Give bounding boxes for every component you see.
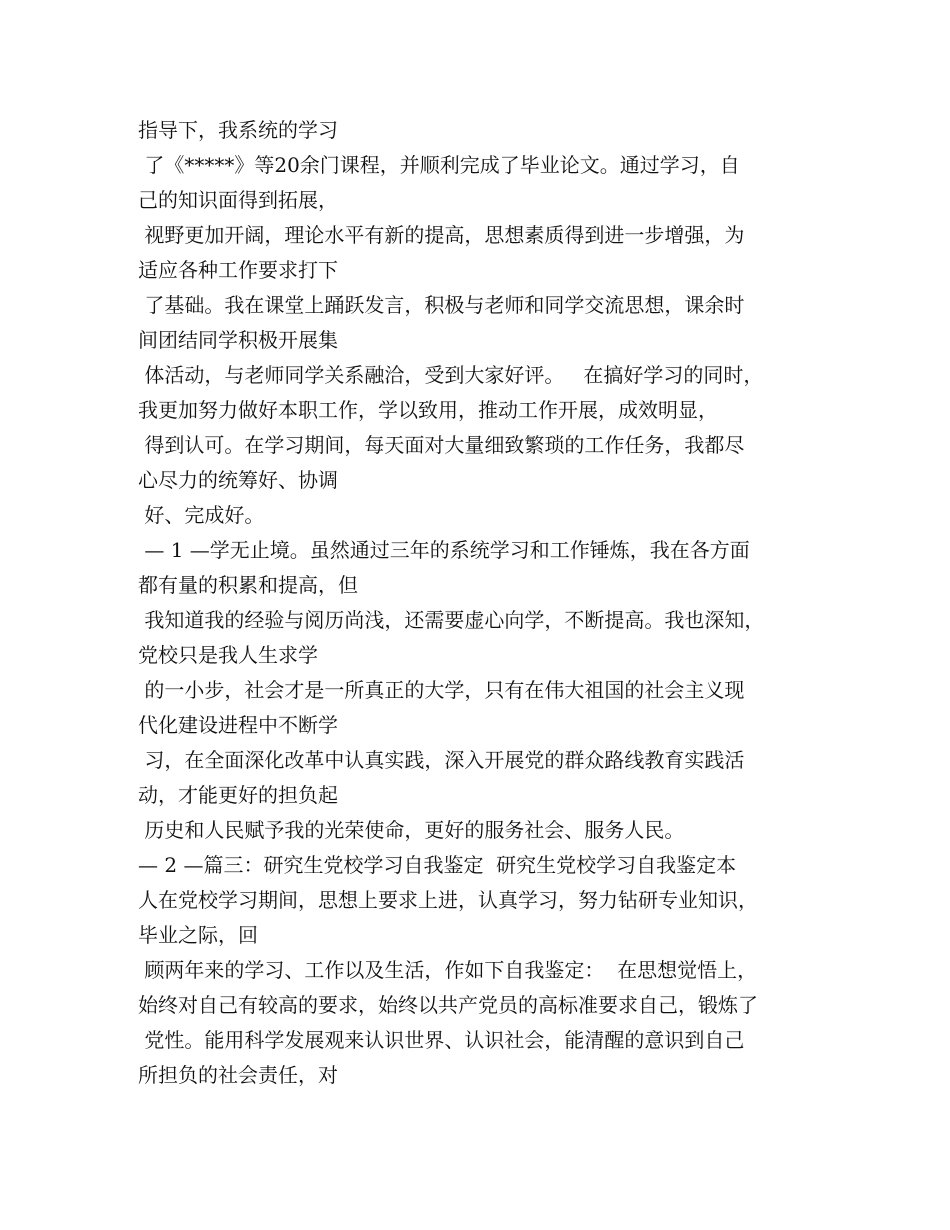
text-line: 适应各种工作要求打下 [138,258,338,282]
text-line: 体活动，与老师同学关系融洽，受到大家好评。 在搞好学习的同时， [138,363,764,387]
text-line: 毕业之际，回 [138,923,258,947]
text-line: 顾两年来的学习、工作以及生活，作如下自我鉴定： 在思想觉悟上， [138,958,758,982]
text-line: 心尽力的统筹好、协调 [138,468,338,492]
text-line: 了《*****》等20余门课程，并顺利完成了毕业论文。通过学习，自 [138,153,740,177]
text-line: 所担负的社会责任，对 [138,1063,338,1087]
text-line: 历史和人民赋予我的光荣使命，更好的服务社会、服务人民。 [138,818,685,842]
text-line: 动，才能更好的担负起 [138,783,338,807]
text-line: 都有量的积累和提高，但 [138,573,358,597]
text-line: 代化建设进程中不断学 [138,713,338,737]
text-line: 了基础。我在课堂上踊跃发言，积极与老师和同学交流思想，课余时 [138,293,745,317]
text-line: 间团结同学积极开展集 [138,328,338,352]
text-line: — 1 —学无止境。虽然通过三年的系统学习和工作锤炼，我在各方面 [138,538,750,562]
text-line: 人在党校学习期间，思想上要求上进，认真学习，努力钻研专业知识， [138,888,758,912]
text-line: 我知道我的经验与阅历尚浅，还需要虚心向学，不断提高。我也深知， [138,608,765,632]
text-line: — 2 —篇三：研究生党校学习自我鉴定 研究生党校学习自我鉴定本 [138,853,737,877]
text-line: 指导下，我系统的学习 [138,118,338,142]
text-line: 己的知识面得到拓展， [138,188,338,212]
text-line: 的一小步，社会才是一所真正的大学，只有在伟大祖国的社会主义现 [138,678,745,702]
text-line: 视野更加开阔，理论水平有新的提高，思想素质得到进一步增强，为 [138,223,745,247]
text-line: 好、完成好。 [138,503,265,527]
text-line: 习，在全面深化改革中认真实践，深入开展党的群众路线教育实践活 [138,748,745,772]
text-line: 党校只是我人生求学 [138,643,318,667]
text-line: 我更加努力做好本职工作，学以致用，推动工作开展，成效明显， [138,398,718,422]
text-line: 得到认可。在学习期间，每天面对大量细致繁琐的工作任务，我都尽 [138,433,745,457]
document-body [138,113,828,1093]
text-line: 始终对自己有较高的要求，始终以共产党员的高标准要求自己，锻炼了 [138,993,758,1017]
text-line: 党性。能用科学发展观来认识世界、认识社会，能清醒的意识到自己 [138,1028,745,1052]
